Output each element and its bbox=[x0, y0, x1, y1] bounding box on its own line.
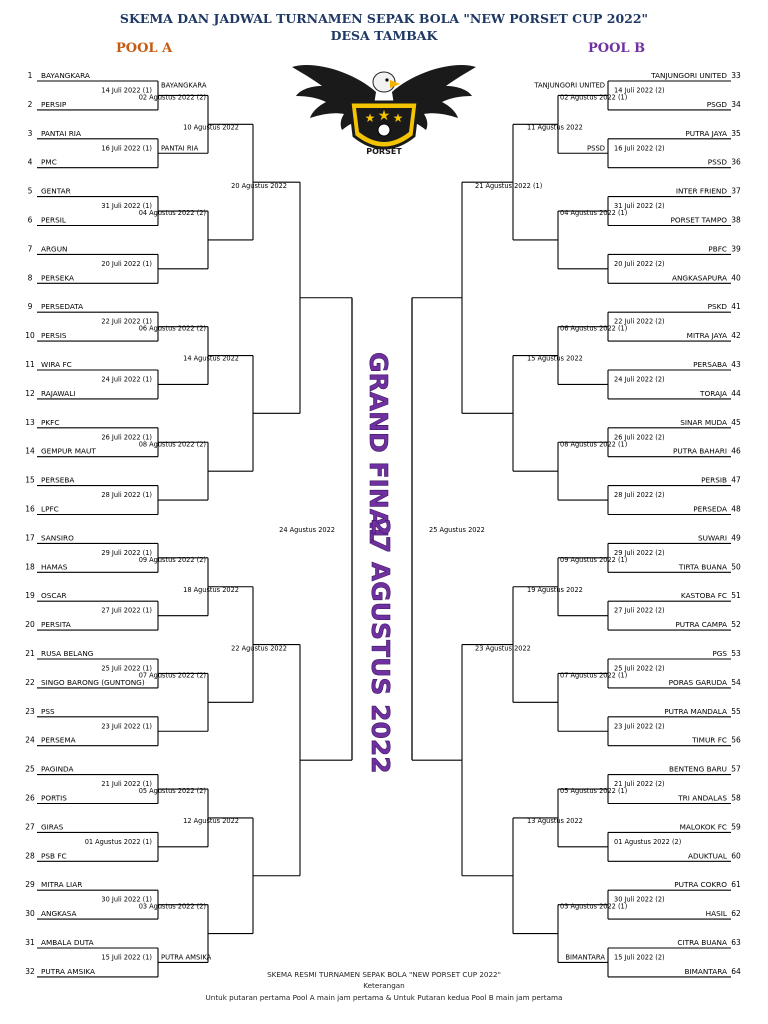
match-date: 26 Juli 2022 (2) bbox=[614, 433, 665, 442]
svg-text:★: ★ bbox=[377, 108, 391, 124]
seed-number: 10 bbox=[25, 331, 35, 341]
match-date: 05 Agustus 2022 (2) bbox=[138, 787, 206, 796]
seed-number: 52 bbox=[731, 620, 741, 630]
footer-line2: Keterangan bbox=[363, 981, 405, 990]
winner-name: BIMANTARA bbox=[565, 953, 605, 962]
seed-number: 21 bbox=[25, 649, 35, 658]
match-date: 20 Juli 2022 (2) bbox=[614, 259, 665, 268]
match-date: 16 Juli 2022 (1) bbox=[101, 144, 152, 153]
team-name: RUSA BELANG bbox=[41, 649, 94, 658]
team-name: PORSET TAMPO bbox=[670, 215, 727, 225]
seed-number: 61 bbox=[731, 880, 741, 890]
seed-number: 25 bbox=[25, 764, 35, 774]
team-name: PERSABA bbox=[693, 360, 727, 369]
team-name: PORTIS bbox=[41, 793, 67, 803]
team-name: ANGKASA bbox=[41, 909, 77, 919]
team-name: PUTRA MANDALA bbox=[664, 706, 727, 716]
team-name: PUTRA AMSIKA bbox=[41, 966, 96, 976]
seed-number: 22 bbox=[25, 677, 35, 687]
team-name: GIRAS bbox=[41, 822, 64, 832]
winner-name: BAYANGKARA bbox=[161, 81, 207, 90]
seed-number: 4 bbox=[27, 157, 33, 167]
team-name: HAMAS bbox=[41, 562, 68, 572]
match-date: 12 Agustus 2022 bbox=[183, 816, 239, 825]
svg-text:★: ★ bbox=[392, 111, 404, 125]
match-date: 05 Agustus 2022 (1) bbox=[560, 787, 628, 796]
team-name: SANSIRO bbox=[41, 533, 74, 543]
grand-final-date: 27 AGUSTUS 2022 bbox=[366, 518, 395, 774]
seed-number: 30 bbox=[25, 909, 35, 919]
team-name: ANGKASAPURA bbox=[671, 273, 727, 283]
match-date: 22 Juli 2022 (2) bbox=[614, 317, 665, 326]
team-name: PMC bbox=[41, 157, 57, 167]
seed-number: 42 bbox=[731, 331, 741, 341]
match-date: 26 Juli 2022 (1) bbox=[101, 433, 152, 442]
match-date: 01 Agustus 2022 (2) bbox=[614, 837, 682, 846]
team-name: AMBALA DUTA bbox=[41, 938, 94, 947]
seed-number: 1 bbox=[27, 71, 33, 80]
team-name: PERSIB bbox=[701, 475, 727, 485]
seed-number: 46 bbox=[731, 446, 741, 456]
match-date: 30 Juli 2022 (1) bbox=[101, 895, 152, 904]
seed-number: 32 bbox=[25, 966, 35, 976]
match-date: 14 Juli 2022 (2) bbox=[614, 86, 665, 95]
team-name: MITRA LIAR bbox=[41, 880, 83, 890]
seed-number: 56 bbox=[731, 735, 741, 745]
logo-text: PORSET bbox=[366, 147, 402, 156]
match-date: 29 Juli 2022 (1) bbox=[101, 548, 152, 557]
team-name: MITRA JAYA bbox=[686, 331, 727, 341]
team-name: PUTRA COKRO bbox=[674, 880, 727, 890]
seed-number: 14 bbox=[25, 446, 35, 456]
match-date: 27 Juli 2022 (1) bbox=[101, 606, 152, 615]
team-name: PORAS GARUDA bbox=[668, 677, 727, 687]
seed-number: 16 bbox=[25, 504, 35, 514]
seed-number: 3 bbox=[27, 128, 33, 138]
team-name: TANJUNGORI UNITED bbox=[651, 71, 727, 80]
seed-number: 38 bbox=[731, 215, 741, 225]
seed-number: 18 bbox=[25, 562, 35, 572]
match-date: 04 Agustus 2022 (1) bbox=[560, 209, 628, 218]
winner-name: TANJUNGORI UNITED bbox=[534, 81, 605, 90]
match-date: 02 Agustus 2022 (2) bbox=[138, 93, 206, 102]
team-name: SUWARI bbox=[697, 533, 727, 543]
match-date: 21 Juli 2022 (1) bbox=[101, 780, 152, 789]
match-date: 14 Juli 2022 (1) bbox=[101, 86, 152, 95]
match-date: 31 Juli 2022 (2) bbox=[614, 202, 665, 211]
match-date: 23 Juli 2022 (2) bbox=[614, 722, 665, 731]
grand-final-label bbox=[364, 352, 395, 774]
seed-number: 60 bbox=[731, 851, 741, 861]
team-name: PERSEDATA bbox=[41, 302, 84, 312]
seed-number: 54 bbox=[731, 677, 741, 687]
title-line2: DESA TAMBAK bbox=[330, 28, 438, 43]
seed-number: 9 bbox=[27, 302, 33, 312]
team-name: BAYANGKARA bbox=[41, 71, 90, 80]
match-date: 24 Juli 2022 (1) bbox=[101, 375, 152, 384]
seed-number: 59 bbox=[731, 822, 741, 832]
seed-number: 53 bbox=[731, 649, 741, 658]
match-date: 08 Agustus 2022 (2) bbox=[138, 440, 206, 449]
match-date: 09 Agustus 2022 (2) bbox=[138, 555, 206, 564]
team-name: PUTRA BAHARI bbox=[673, 446, 727, 456]
match-date: 14 Agustus 2022 bbox=[183, 354, 239, 363]
seed-number: 58 bbox=[731, 793, 741, 803]
svg-text:★: ★ bbox=[364, 111, 376, 125]
seed-number: 50 bbox=[731, 562, 741, 572]
team-name: LPFC bbox=[41, 504, 59, 514]
team-name: PERSIL bbox=[41, 215, 66, 225]
team-name: PUTRA JAYA bbox=[685, 128, 727, 138]
seed-number: 45 bbox=[731, 417, 741, 427]
seed-number: 36 bbox=[731, 157, 741, 167]
match-date: 11 Agustus 2022 bbox=[527, 123, 583, 132]
seed-number: 24 bbox=[25, 735, 35, 745]
match-date: 15 Juli 2022 (1) bbox=[101, 953, 152, 962]
team-name: MALOKOK FC bbox=[679, 822, 727, 832]
team-name: PBFC bbox=[708, 244, 727, 254]
team-name: PERSEDA bbox=[693, 504, 727, 514]
match-date: 22 Juli 2022 (1) bbox=[101, 317, 152, 326]
pool-a-label: POOL A bbox=[116, 41, 173, 56]
team-name: PERSEKA bbox=[41, 273, 74, 283]
seed-number: 62 bbox=[731, 909, 741, 919]
seed-number: 7 bbox=[27, 244, 33, 254]
winner-name: PUTRA AMSIKA bbox=[161, 953, 212, 962]
footer-line3: Untuk putaran pertama Pool A main jam pertama & Untuk Putaran kedua Pool B main jam pertama bbox=[205, 993, 563, 1002]
seed-number: 27 bbox=[25, 822, 35, 832]
match-date: 23 Juli 2022 (1) bbox=[101, 722, 152, 731]
match-date: 22 Agustus 2022 bbox=[231, 644, 287, 653]
seed-number: 15 bbox=[25, 475, 35, 485]
seed-number: 8 bbox=[27, 273, 33, 283]
seed-number: 29 bbox=[25, 880, 35, 890]
team-name: ARGUN bbox=[41, 244, 68, 254]
match-date: 28 Juli 2022 (1) bbox=[101, 491, 152, 500]
seed-number: 19 bbox=[25, 591, 35, 601]
match-date: 04 Agustus 2022 (2) bbox=[138, 209, 206, 218]
seed-number: 63 bbox=[731, 938, 741, 947]
seed-number: 31 bbox=[25, 938, 35, 947]
match-date: 03 Agustus 2022 (2) bbox=[138, 902, 206, 911]
match-date: 31 Juli 2022 (1) bbox=[101, 202, 152, 211]
team-name: BENTENG BARU bbox=[669, 764, 727, 774]
team-name: PSGD bbox=[706, 99, 727, 109]
seed-number: 48 bbox=[731, 504, 741, 514]
seed-number: 13 bbox=[25, 417, 35, 427]
match-date: 20 Juli 2022 (1) bbox=[101, 259, 152, 268]
team-name: GEMPUR MAUT bbox=[41, 446, 96, 456]
team-name: SINAR MUDA bbox=[680, 417, 727, 427]
seed-number: 34 bbox=[731, 99, 741, 109]
seed-number: 20 bbox=[25, 620, 35, 630]
match-date: 08 Agustus 2022 (1) bbox=[560, 440, 628, 449]
team-name: RAJAWALI bbox=[41, 388, 76, 398]
match-date: 23 Agustus 2022 bbox=[475, 644, 531, 653]
match-date: 19 Agustus 2022 bbox=[527, 585, 583, 594]
seed-number: 51 bbox=[731, 591, 741, 601]
seed-number: 64 bbox=[731, 966, 741, 976]
team-name: GENTAR bbox=[41, 186, 71, 196]
team-name: PANTAI RIA bbox=[41, 128, 81, 138]
match-date: 01 Agustus 2022 (1) bbox=[84, 837, 152, 846]
match-date: 24 Agustus 2022 bbox=[279, 525, 335, 534]
team-name: PUTRA CAMPA bbox=[675, 620, 727, 630]
seed-number: 57 bbox=[731, 764, 741, 774]
seed-number: 35 bbox=[731, 128, 741, 138]
seed-number: 17 bbox=[25, 533, 35, 543]
match-date: 16 Juli 2022 (2) bbox=[614, 144, 665, 153]
match-date: 07 Agustus 2022 (1) bbox=[560, 671, 628, 680]
winner-name: PANTAI RIA bbox=[161, 144, 199, 153]
seed-number: 33 bbox=[731, 71, 741, 80]
match-date: 13 Agustus 2022 bbox=[527, 816, 583, 825]
team-name: PERSITA bbox=[41, 620, 71, 630]
match-date: 25 Juli 2022 (2) bbox=[614, 664, 665, 673]
seed-number: 47 bbox=[731, 475, 741, 485]
team-name: SINGO BARONG (GUNTONG) bbox=[41, 677, 145, 687]
match-date: 18 Agustus 2022 bbox=[183, 585, 239, 594]
team-name: PSSD bbox=[707, 157, 727, 167]
team-name: PSKD bbox=[707, 302, 727, 312]
match-date: 03 Agustus 2022 (1) bbox=[560, 902, 628, 911]
match-date: 15 Agustus 2022 bbox=[527, 354, 583, 363]
winner-name: PSSD bbox=[587, 144, 605, 153]
title-line1: SKEMA DAN JADWAL TURNAMEN SEPAK BOLA "NEW PORSET CUP 2022" bbox=[119, 11, 649, 26]
grand-final-title: GRAND FINAL bbox=[364, 351, 393, 545]
seed-number: 41 bbox=[731, 302, 741, 312]
seed-number: 2 bbox=[27, 99, 33, 109]
team-name: TIMUR FC bbox=[692, 735, 727, 745]
team-name: TIRTA BUANA bbox=[678, 562, 727, 572]
match-date: 21 Juli 2022 (2) bbox=[614, 780, 665, 789]
seed-number: 28 bbox=[25, 851, 35, 861]
match-date: 27 Juli 2022 (2) bbox=[614, 606, 665, 615]
team-name: TRI ANDALAS bbox=[678, 793, 727, 803]
seed-number: 11 bbox=[25, 360, 35, 369]
match-date: 28 Juli 2022 (2) bbox=[614, 491, 665, 500]
seed-number: 43 bbox=[731, 360, 741, 369]
eagle-emblem-icon bbox=[292, 65, 476, 156]
match-date: 25 Juli 2022 (1) bbox=[101, 664, 152, 673]
team-name: PERSIS bbox=[41, 331, 67, 341]
team-name: PERSIP bbox=[41, 99, 67, 109]
match-date: 06 Agustus 2022 (2) bbox=[138, 324, 206, 333]
team-name: PSS bbox=[41, 706, 55, 716]
team-name: INTER FRIEND bbox=[675, 186, 727, 196]
team-name: PAGINDA bbox=[41, 764, 74, 774]
team-name: PKFC bbox=[41, 417, 60, 427]
seed-number: 39 bbox=[731, 244, 741, 254]
seed-number: 40 bbox=[731, 273, 741, 283]
match-date: 15 Juli 2022 (2) bbox=[614, 953, 665, 962]
footer-line1: SKEMA RESMI TURNAMEN SEPAK BOLA "NEW PORSET CUP 2022" bbox=[267, 970, 501, 979]
team-name: HASIL bbox=[705, 909, 727, 919]
team-name: ADUKTUAL bbox=[687, 851, 727, 861]
seed-number: 6 bbox=[27, 215, 33, 225]
team-name: KASTOBA FC bbox=[680, 591, 727, 601]
seed-number: 26 bbox=[25, 793, 35, 803]
team-name: OSCAR bbox=[41, 591, 67, 601]
seed-number: 23 bbox=[25, 706, 35, 716]
match-date: 21 Agustus 2022 (1) bbox=[475, 182, 543, 191]
seed-number: 12 bbox=[25, 388, 35, 398]
match-date: 07 Agustus 2022 (2) bbox=[138, 671, 206, 680]
seed-number: 5 bbox=[27, 186, 33, 196]
match-date: 30 Juli 2022 (2) bbox=[614, 895, 665, 904]
match-date: 02 Agustus 2022 (1) bbox=[560, 93, 628, 102]
match-date: 20 Agustus 2022 bbox=[231, 182, 287, 191]
match-date: 06 Agustus 2022 (1) bbox=[560, 324, 628, 333]
team-name: CITRA BUANA bbox=[677, 938, 727, 947]
team-name: BIMANTARA bbox=[684, 966, 727, 976]
team-name: PGS bbox=[712, 649, 727, 658]
seed-number: 44 bbox=[731, 388, 741, 398]
team-name: PSB FC bbox=[41, 851, 67, 861]
seed-number: 49 bbox=[731, 533, 741, 543]
team-name: TORAJA bbox=[700, 388, 727, 398]
match-date: 29 Juli 2022 (2) bbox=[614, 548, 665, 557]
seed-number: 55 bbox=[731, 706, 741, 716]
team-name: PERSEBA bbox=[41, 475, 75, 485]
match-date: 24 Juli 2022 (2) bbox=[614, 375, 665, 384]
pool-b-label: POOL B bbox=[588, 41, 646, 56]
team-name: PERSEMA bbox=[41, 735, 76, 745]
match-date: 09 Agustus 2022 (1) bbox=[560, 555, 628, 564]
seed-number: 37 bbox=[731, 186, 741, 196]
team-name: WIRA FC bbox=[41, 360, 72, 369]
match-date: 10 Agustus 2022 bbox=[183, 123, 239, 132]
match-date: 25 Agustus 2022 bbox=[429, 525, 485, 534]
